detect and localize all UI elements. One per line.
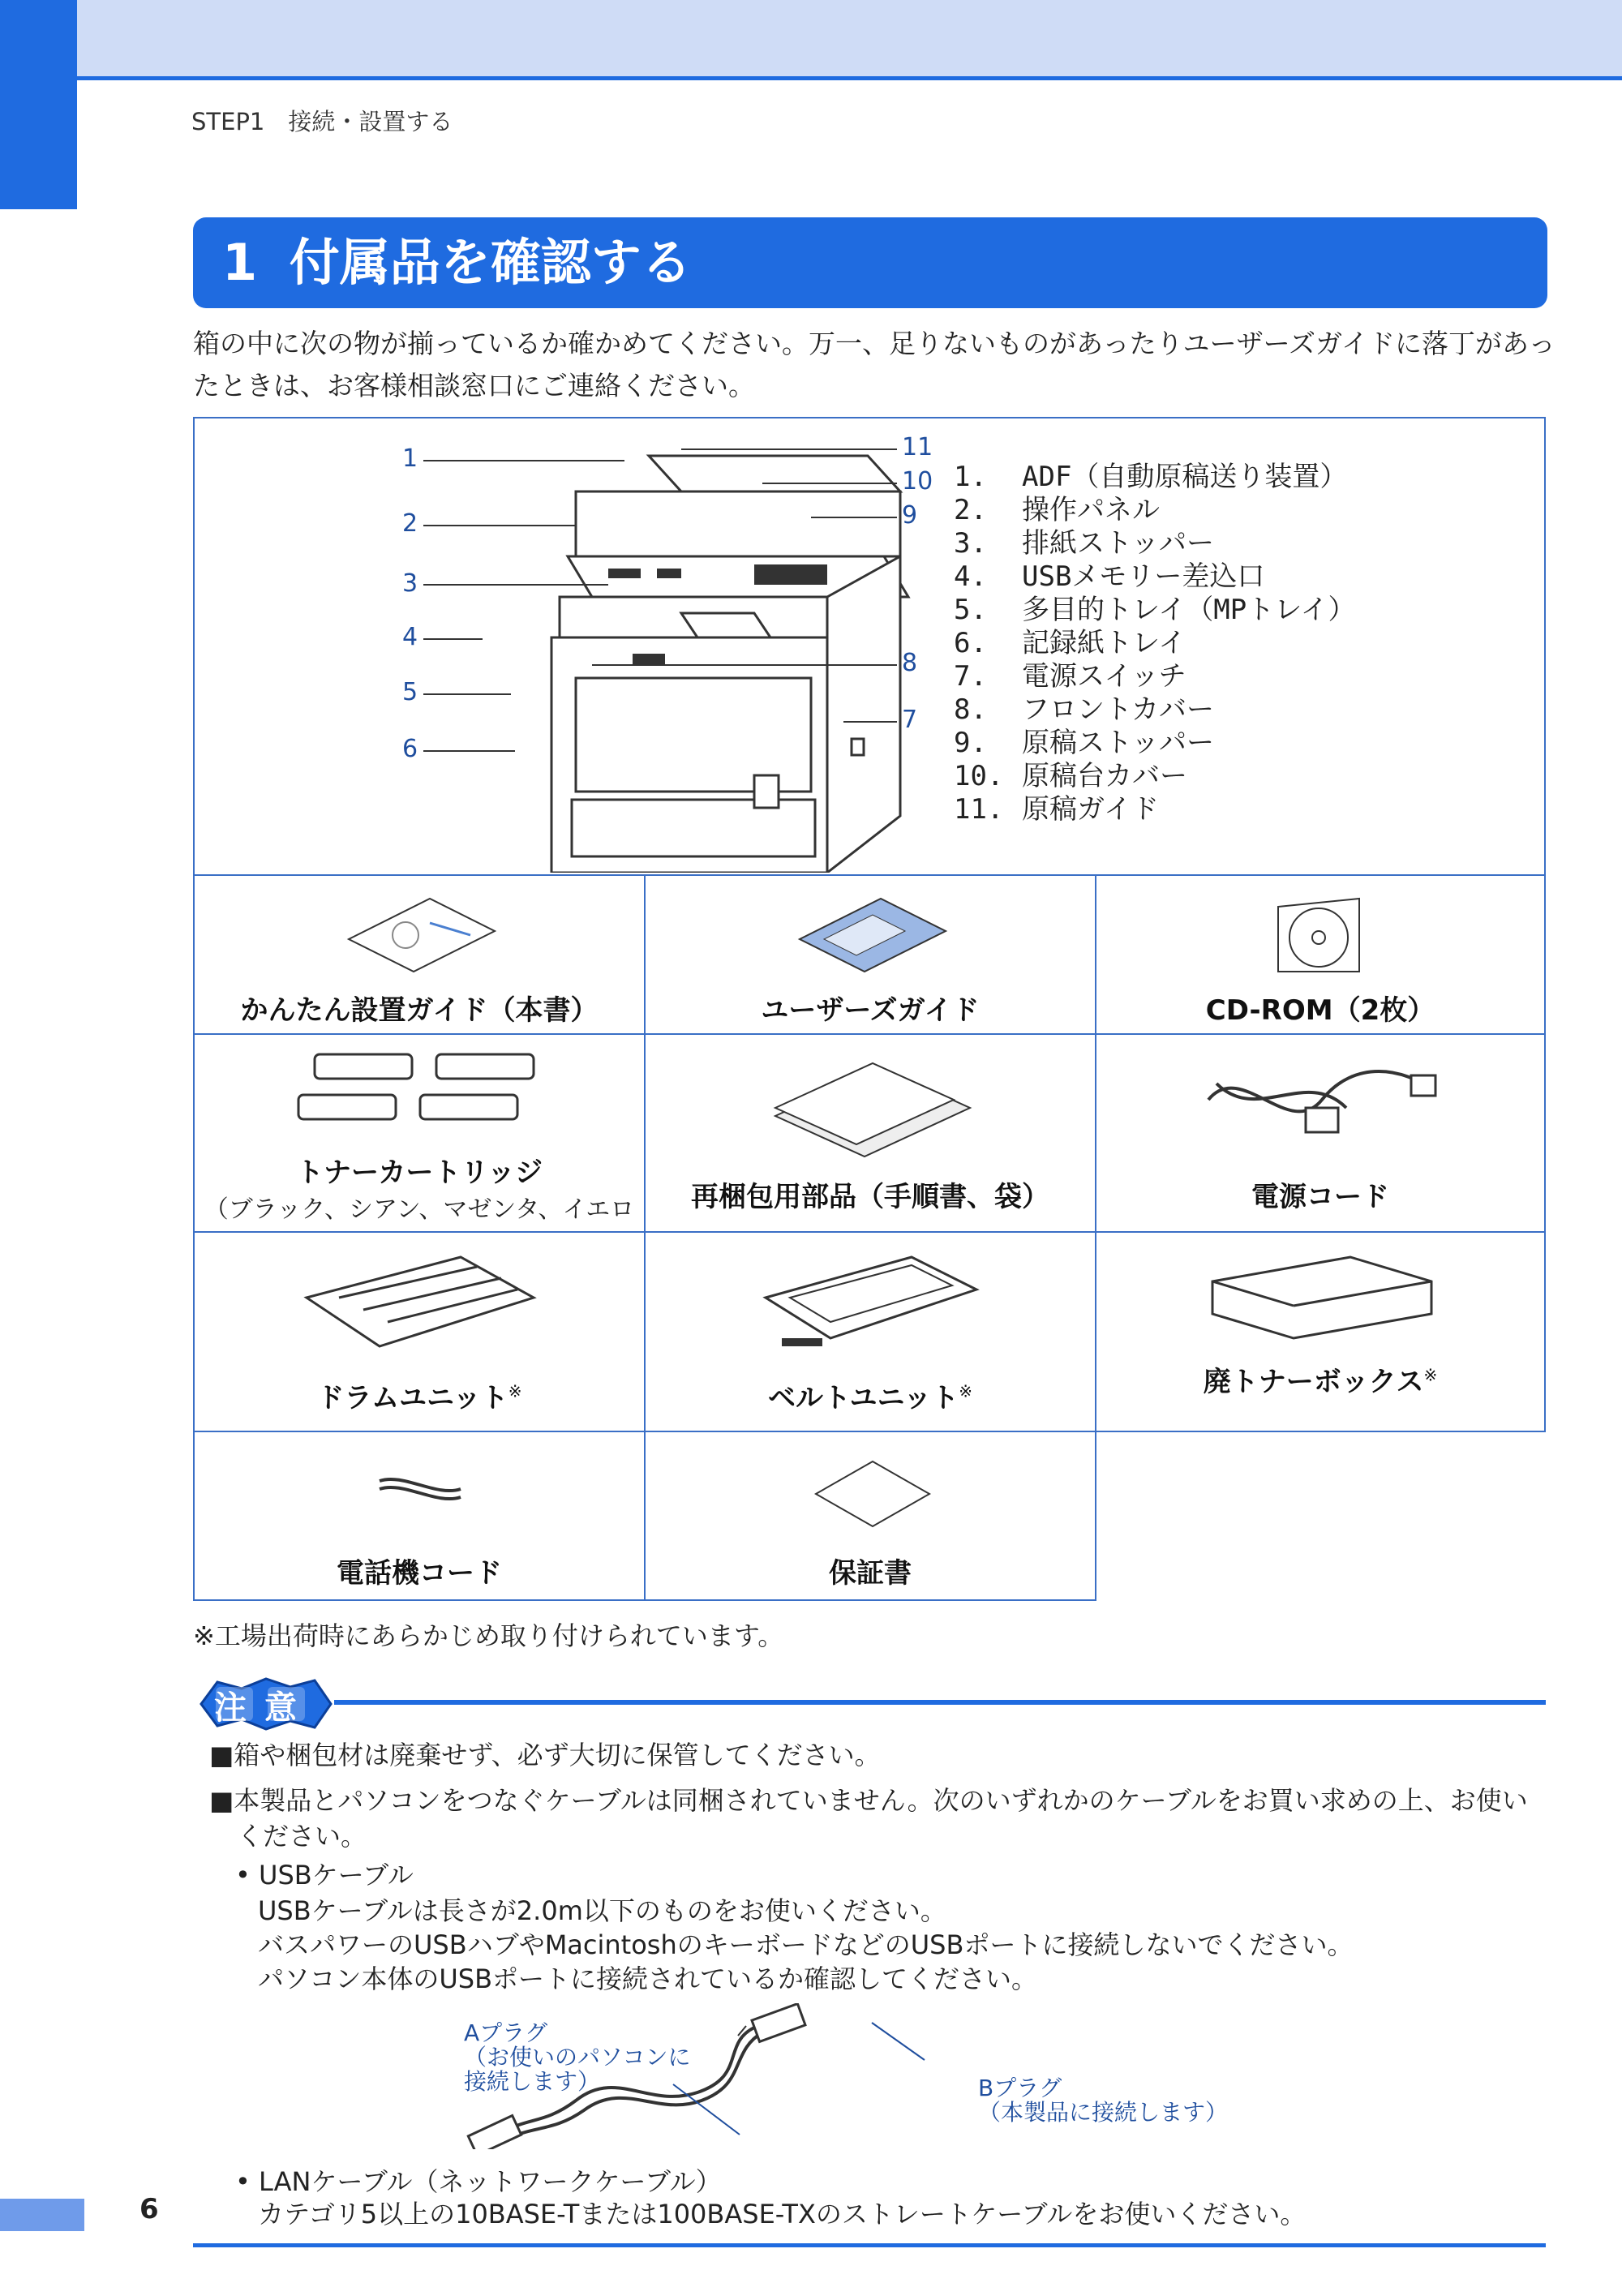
section-number: 1: [222, 233, 258, 292]
side-tab: [0, 0, 77, 209]
callout-9: 9: [902, 501, 918, 530]
accessory-cell: [193, 874, 646, 1035]
accessory-label: 電話機コード: [337, 1557, 502, 1590]
accessory-cell: [1095, 1033, 1546, 1233]
intro-text: 箱の中に次の物が揃っているか確かめてください。万一、足りないものがあったりユーザーズガイドに落丁があったときは、お客様相談窓口にご連絡ください。: [193, 328, 1555, 401]
callout-1: 1: [402, 444, 418, 473]
accessory-cell: [1095, 1231, 1546, 1432]
phone-cord-icon: [371, 1465, 469, 1513]
lan-cable-title: • LANケーブル（ネットワークケーブル）: [235, 2166, 722, 2197]
callout-3: 3: [402, 569, 418, 598]
parts-list-item: 9. 原稿ストッパー: [954, 727, 1214, 759]
caution-badge-label: 注意: [214, 1689, 315, 1727]
accessory-label: 再梱包用部品（手順書、袋）: [691, 1181, 1049, 1213]
accessory-cell: [644, 1033, 1096, 1233]
parts-list-item: 1. ADF（自動原稿送り装置）: [954, 461, 1348, 493]
top-band: [0, 0, 1622, 80]
breadcrumb: STEP1 接続・設置する: [191, 108, 453, 135]
guide-book-icon: [792, 891, 954, 980]
callout-7: 7: [902, 706, 918, 734]
parts-list-item: 7. 電源スイッチ: [954, 660, 1186, 693]
plug-a-label: Aプラグ （お使いのパソコンに 接続します）: [464, 2019, 691, 2095]
callout-11: 11: [902, 433, 933, 461]
accessory-cell: [1095, 874, 1546, 1035]
accessory-label: トナーカートリッジ: [296, 1157, 543, 1189]
lan-cable-line: カテゴリ5以上の10BASE-Tまたは100BASE-TXのストレートケーブルをお使いください。: [258, 2199, 1307, 2229]
accessory-label: ベルトユニット※: [767, 1381, 973, 1414]
accessory-label: 保証書: [829, 1557, 912, 1590]
accessory-cell: [644, 1231, 1096, 1432]
section-title: 付属品を確認する: [289, 233, 692, 292]
section-title-bar: [193, 217, 1547, 308]
bottom-rule: [193, 2243, 1546, 2247]
accessory-cell: [644, 1431, 1096, 1601]
accessory-label: ユーザーズガイド: [761, 994, 980, 1027]
toner-cartridge-icon: [290, 1046, 550, 1144]
cd-rom-icon: [1270, 891, 1375, 980]
accessory-cell: [193, 1231, 646, 1432]
parts-list: [954, 461, 1356, 826]
page-number: 6: [139, 2193, 159, 2225]
callout-8: 8: [902, 649, 918, 677]
caution-badge: [193, 1676, 339, 1736]
parts-list-item: 2. 操作パネル: [954, 494, 1160, 526]
power-cord-icon: [1192, 1051, 1452, 1148]
parts-list-item: 4. USBメモリー差込口: [954, 560, 1265, 593]
accessory-label: 電源コード: [1251, 1181, 1389, 1213]
usb-cable-line-1: USBケーブルは長さが2.0m以下のものをお使いください。: [258, 1895, 946, 1926]
waste-toner-box-icon: [1204, 1249, 1440, 1346]
accessory-label: ドラムユニット※: [316, 1381, 522, 1414]
parts-list-item: 10. 原稿台カバー: [954, 760, 1187, 792]
parts-list-item: 8. フロントカバー: [954, 693, 1214, 726]
parts-list-item: 5. 多目的トレイ（MPトレイ）: [954, 594, 1356, 626]
callout-10: 10: [902, 467, 933, 496]
parts-list-item: 11. 原稿ガイド: [954, 793, 1159, 826]
accessory-sublabel: （ブラック、シアン、マゼンタ、イエロ: [204, 1195, 635, 1224]
accessory-label: CD-ROM（2枚）: [1205, 994, 1435, 1027]
caution-rule: [334, 1700, 1546, 1705]
caution-item-1: ■箱や梱包材は廃棄せず、必ず大切に保管してください。: [209, 1740, 881, 1770]
accessory-label: 廃トナーボックス※: [1203, 1365, 1438, 1398]
footnote: ※工場出荷時にあらかじめ取り付けられています。: [193, 1620, 784, 1651]
belt-unit-icon: [749, 1249, 993, 1363]
repack-parts-icon: [767, 1059, 978, 1165]
page-number-tab: [0, 2199, 84, 2231]
callout-4: 4: [402, 623, 418, 651]
manual-icon: [341, 891, 503, 980]
parts-list-item: 3. 排紙ストッパー: [954, 527, 1214, 560]
callout-5: 5: [402, 678, 418, 706]
drum-unit-icon: [298, 1249, 542, 1363]
accessory-cell: [193, 1033, 646, 1233]
plug-b-label: Bプラグ （本製品に接続します）: [978, 2075, 1229, 2126]
parts-list-item: 6. 記録紙トレイ: [954, 627, 1186, 659]
caution-item-2: ■本製品とパソコンをつなぐケーブルは同梱されていません。次のいずれかのケーブルをお買い求めの上、お使いください。: [209, 1785, 1528, 1852]
usb-cable-line-2: バスパワーのUSBハブやMacintoshのキーボードなどのUSBポートに接続しないでください。: [258, 1929, 1354, 1960]
accessory-cell: [644, 874, 1096, 1035]
usb-cable-title: • USBケーブル: [235, 1860, 414, 1890]
accessory-label: かんたん設置ガイド（本書）: [240, 994, 599, 1027]
accessory-cell: [193, 1431, 646, 1601]
callout-2: 2: [402, 509, 418, 538]
warranty-icon: [808, 1453, 938, 1534]
callout-6: 6: [402, 735, 418, 763]
usb-cable-line-3: パソコン本体のUSBポートに接続されているか確認してください。: [258, 1963, 1038, 1994]
